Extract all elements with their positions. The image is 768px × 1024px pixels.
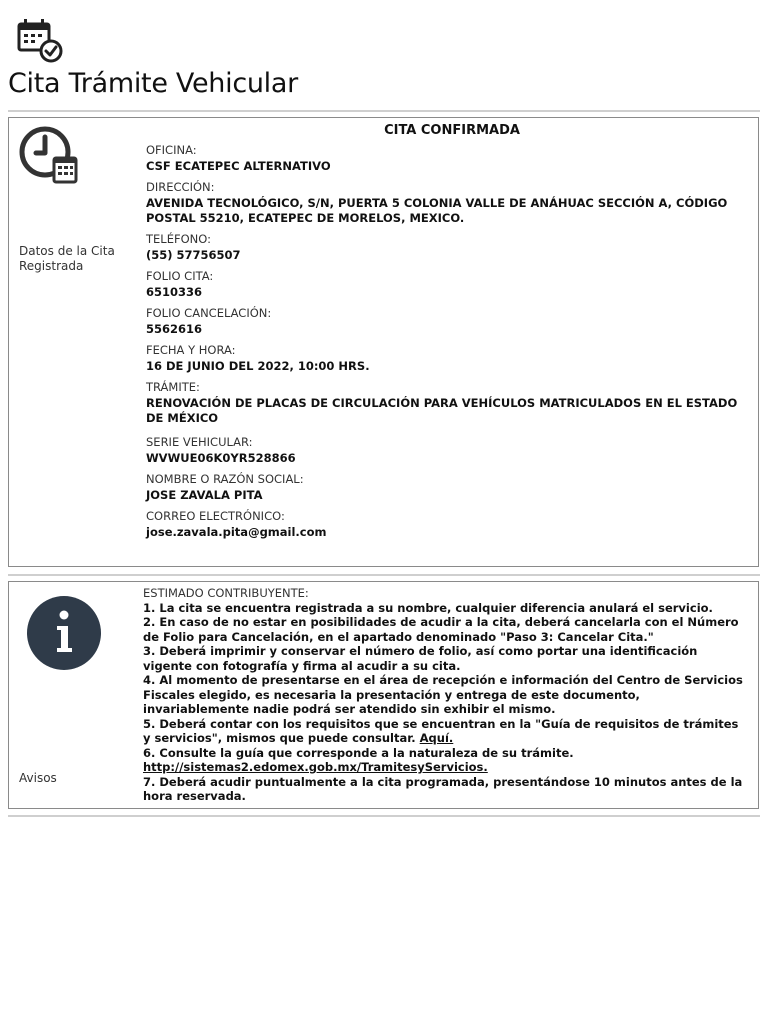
field-label-nombre: NOMBRE O RAZÓN SOCIAL: xyxy=(146,472,304,486)
avisos-box xyxy=(8,581,759,809)
aviso-item-6-text: 6. Consulte la guía que corresponde a la naturaleza de su trámite. xyxy=(143,745,574,760)
field-label-oficina: OFICINA: xyxy=(146,143,197,157)
divider xyxy=(8,574,760,576)
divider xyxy=(8,815,760,817)
aviso-item-1: 1. La cita se encuentra registrada a su nombre, cualquier diferencia anulará el servicio. xyxy=(143,600,713,615)
field-value-telefono: (55) 57756507 xyxy=(146,248,241,262)
field-label-folio-cancelacion: FOLIO CANCELACIÓN: xyxy=(146,306,272,320)
page-title: Cita Trámite Vehicular xyxy=(8,68,298,99)
guia-aqui-link[interactable]: Aquí. xyxy=(419,731,454,745)
aviso-item-2: 2. En caso de no estar en posibilidades de acudir a la cita, deberá cancelarla con el Número de Folio para Cancelación, en el apartado denominado "Paso 3: Cancelar Cita." xyxy=(143,615,739,644)
field-label-fecha-hora: FECHA Y HORA: xyxy=(146,343,236,357)
field-label-telefono: TELÉFONO: xyxy=(146,232,211,246)
datos-cita-label: Datos de la Cita Registrada xyxy=(19,244,115,273)
field-value-folio-cancelacion: 5562616 xyxy=(146,322,203,336)
aviso-item-5 xyxy=(143,717,749,746)
aviso-item-7: 7. Deberá acudir puntualmente a la cita programada, presentándose 10 minutos antes de la hora reservada. xyxy=(143,774,743,803)
divider xyxy=(8,110,760,112)
field-value-serie-vehicular: WVWUE06K0YR528866 xyxy=(146,451,296,465)
cita-box xyxy=(8,117,759,567)
field-label-direccion: DIRECCIÓN: xyxy=(146,180,215,194)
field-value-correo: jose.zavala.pita@gmail.com xyxy=(146,525,327,539)
aviso-item-4: 4. Al momento de presentarse en el área de recepción e información del Centro de Servicios Fiscales elegido, es necesaria la presentación y entrega de este documento, invariablemente nadie podrá ser atendido sin exhibir el mismo. xyxy=(143,673,743,716)
field-label-tramite: TRÁMITE: xyxy=(146,380,200,394)
field-label-serie-vehicular: SERIE VEHICULAR: xyxy=(146,435,253,449)
cita-status: CITA CONFIRMADA xyxy=(384,123,520,138)
field-label-correo: CORREO ELECTRÓNICO: xyxy=(146,509,285,523)
aviso-item-6 xyxy=(143,746,749,775)
clock-calendar-icon xyxy=(19,124,81,186)
info-icon xyxy=(26,595,102,671)
calendar-check-icon xyxy=(16,16,64,64)
field-value-tramite: RENOVACIÓN DE PLACAS DE CIRCULACIÓN PARA VEHÍCULOS MATRICULADOS EN EL ESTADO DE MÉXICO xyxy=(146,396,738,425)
field-value-fecha-hora: 16 DE JUNIO DEL 2022, 10:00 HRS. xyxy=(146,359,370,373)
tramites-servicios-link[interactable]: http://sistemas2.edomex.gob.mx/TramitesyServicios. xyxy=(143,760,488,774)
avisos-label: Avisos xyxy=(19,771,57,785)
field-value-direccion: AVENIDA TECNOLÓGICO, S/N, PUERTA 5 COLONIA VALLE DE ANÁHUAC SECCIÓN A, CÓDIGO POSTAL 55210, ECATEPEC DE MORELOS, MEXICO. xyxy=(146,196,728,225)
aviso-item-3: 3. Deberá imprimir y conservar el número de folio, así como portar una identificación vigente con fotografía y firma al acudir a su cita. xyxy=(143,644,698,673)
field-value-folio-cita: 6510336 xyxy=(146,285,203,299)
field-label-folio-cita: FOLIO CITA: xyxy=(146,269,214,283)
aviso-item-5-text: 5. Deberá contar con los requisitos que se encuentran en la "Guía de requisitos de trámites y servicios", mismos que puede consultar. xyxy=(143,716,739,745)
avisos-intro: ESTIMADO CONTRIBUYENTE: xyxy=(143,586,309,600)
field-value-oficina: CSF ECATEPEC ALTERNATIVO xyxy=(146,159,331,173)
field-value-nombre: JOSE ZAVALA PITA xyxy=(146,488,263,502)
avisos-text xyxy=(143,586,749,804)
cita-fields xyxy=(146,143,746,546)
